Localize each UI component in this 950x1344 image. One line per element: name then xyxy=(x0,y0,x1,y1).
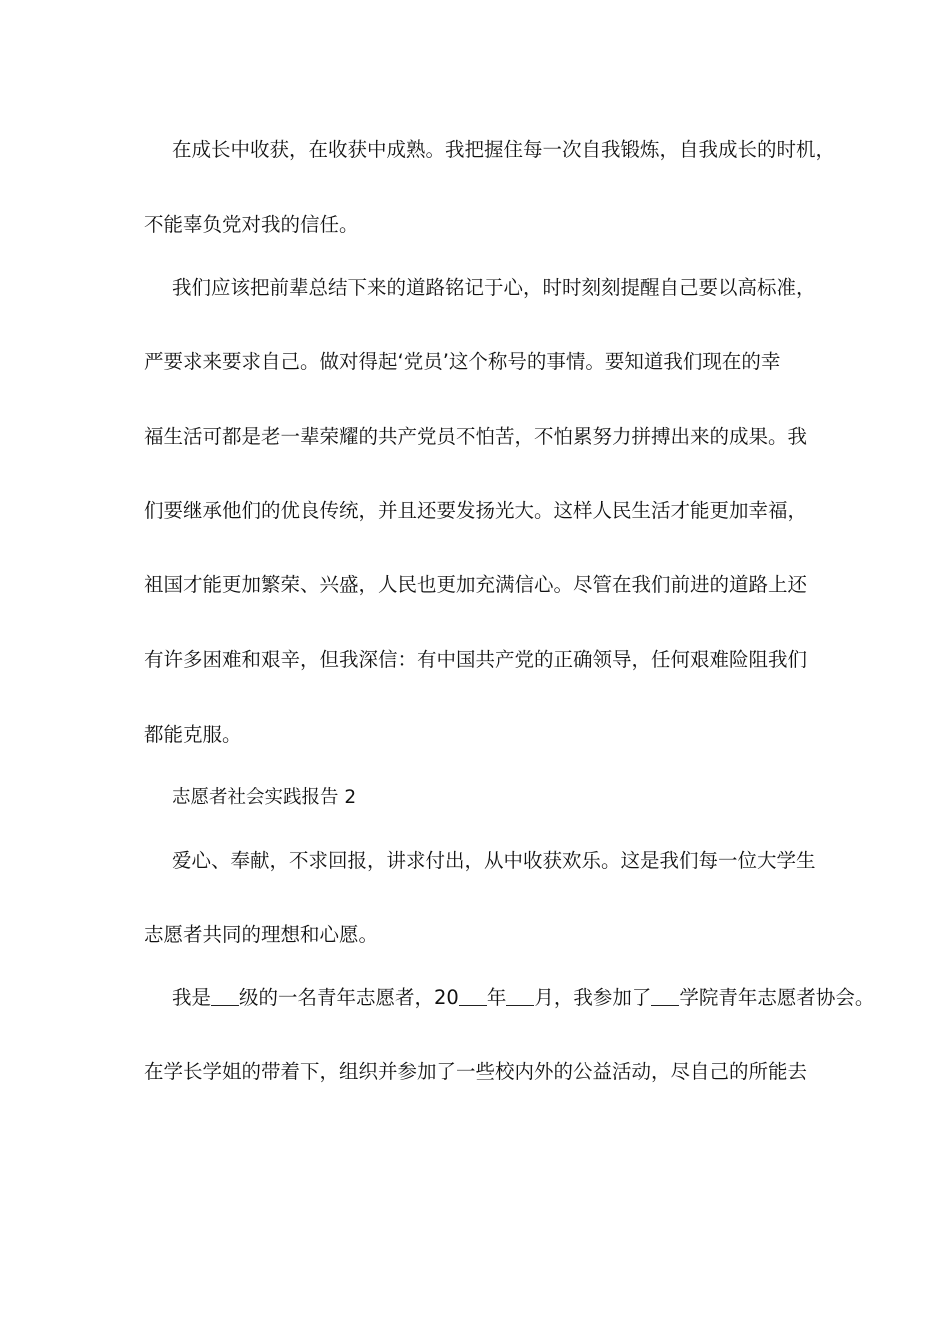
paragraph-line: 严要求来要求自己。做对得起‘党员’这个称号的事情。要知道我们现在的幸 xyxy=(144,350,781,373)
text-segment: 年 xyxy=(486,986,507,1009)
blank-underline xyxy=(459,987,487,1006)
text-segment: 我是 xyxy=(172,986,212,1009)
text-segment: 学院青年志愿者协会。 xyxy=(679,986,875,1009)
paragraph-line: 都能克服。 xyxy=(144,723,242,746)
paragraph-line: 祖国才能更加繁荣、兴盛，人民也更加充满信心。尽管在我们前进的道路上还 xyxy=(144,573,808,596)
blank-underline xyxy=(211,987,239,1006)
paragraph-line: 爱心、奉献，不求回报，讲求付出，从中收获欢乐。这是我们每一位大学生 xyxy=(172,849,816,872)
paragraph-line: 在成长中收获，在收获中成熟。我把握住每一次自我锻炼，自我成长的时机， xyxy=(172,138,836,161)
paragraph-line: 不能辜负党对我的信任。 xyxy=(144,213,359,236)
text-segment: 月，我参加了 xyxy=(534,986,652,1009)
paragraph-line: 志愿者共同的理想和心愿。 xyxy=(144,923,379,946)
paragraph-line: 有许多困难和艰辛，但我深信：有中国共产党的正确领导，任何艰难险阻我们 xyxy=(144,648,808,671)
section-heading: 志愿者社会实践报告 2 xyxy=(172,787,357,808)
blank-underline xyxy=(651,987,679,1006)
paragraph-line: 我们应该把前辈总结下来的道路铭记于心，时时刻刻提醒自己要以高标准， xyxy=(172,276,816,299)
paragraph-line: 在学长学姐的带着下，组织并参加了一些校内外的公益活动，尽自己的所能去 xyxy=(144,1060,808,1083)
paragraph-line: 们要继承他们的优良传统，并且还要发扬光大。这样人民生活才能更加幸福， xyxy=(144,499,808,522)
blank-underline xyxy=(506,987,534,1006)
text-segment: 级的一名青年志愿者，20 xyxy=(239,986,459,1009)
paragraph-line-with-blanks xyxy=(172,985,875,1011)
paragraph-line: 福生活可都是老一辈荣耀的共产党员不怕苦，不怕累努力拼搏出来的成果。我 xyxy=(144,425,808,448)
